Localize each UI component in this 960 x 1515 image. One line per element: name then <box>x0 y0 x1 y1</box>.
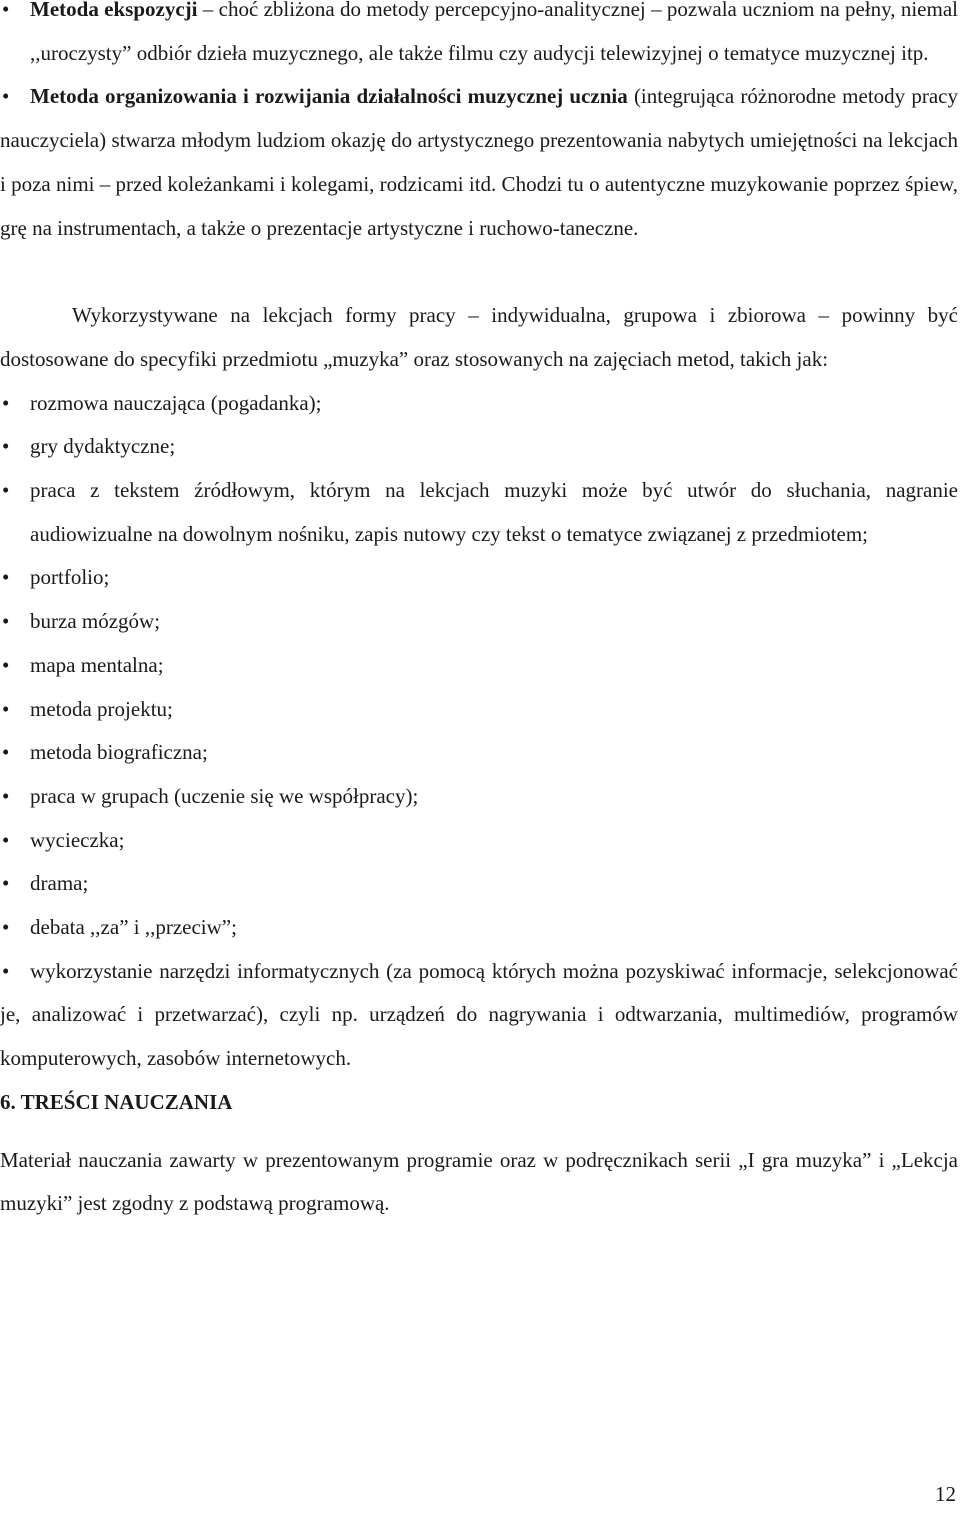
list-item <box>0 556 958 600</box>
term-metoda-ekspozycji: Metoda ekspozycji <box>30 0 198 21</box>
page-number: 12 <box>935 1482 956 1506</box>
text-metoda-organizowania: (integrująca różnorodne metody pracy nauczyciela) stwarza młodym ludziom okazję do artystycznego prezentowania nabytych umiejętności na lekcjach i poza nimi – przed koleżankami i kolegami, rodzicami itd. Chodzi tu o autentyczne muzykowanie poprzez śpiew, grę na instrumentach, a także o prezentacje artystyczne i ruchowo-taneczne. <box>0 84 958 240</box>
list-item <box>0 600 958 644</box>
list-item <box>0 731 958 775</box>
bullet-glyph: • <box>2 652 10 677</box>
list-item-text: burza mózgów; <box>30 609 161 634</box>
list-item <box>0 644 958 688</box>
list-item-text: debata ,,za” i ,,przeciw”; <box>30 915 237 940</box>
list-item-text: gry dydaktyczne; <box>30 434 176 459</box>
bullet-metoda-ekspozycji <box>0 0 958 75</box>
bullet-glyph: • <box>2 783 10 808</box>
text-metoda-ekspozycji: – choć zbliżona do metody percepcyjno-analitycznej – pozwala uczniom na pełny, niemal ,,uroczysty” odbiór dzieła muzycznego, ale także filmu czy audycji telewizyjnej o tematyce muzycznej itp. <box>30 0 958 65</box>
list-item <box>0 906 958 950</box>
bullet-glyph: • <box>2 696 10 721</box>
list-item <box>0 819 958 863</box>
paragraph-formy-pracy: Wykorzystywane na lekcjach formy pracy – indywidualna, grupowa i zbiorowa – powinny być dostosowane do specyfiki przedmiotu „muzyka” oraz stosowanych na zajęciach metod, takich jak: <box>0 303 958 371</box>
bullet-glyph: • <box>2 740 10 765</box>
section-heading: 6. TREŚCI NAUCZANIA <box>0 1089 233 1114</box>
term-metoda-organizowania: Metoda organizowania i rozwijania działalności muzycznej ucznia <box>30 84 628 109</box>
bullet-glyph: • <box>2 915 10 940</box>
bullet-glyph: • <box>2 84 10 109</box>
bullet-glyph: • <box>2 958 10 983</box>
list-item-text: metoda projektu; <box>30 696 173 721</box>
bullet-glyph: • <box>2 827 10 852</box>
list-item <box>0 950 958 1081</box>
list-item-text: praca w grupach (uczenie się we współpracy); <box>30 783 419 808</box>
bullet-glyph: • <box>2 0 10 21</box>
list-item <box>0 425 958 469</box>
list-item <box>0 469 958 556</box>
bullet-glyph: • <box>2 390 10 415</box>
bullet-glyph: • <box>2 434 10 459</box>
list-item-text: mapa mentalna; <box>30 652 164 677</box>
bullet-glyph: • <box>2 565 10 590</box>
bullet-glyph: • <box>2 478 10 503</box>
section-paragraph: Materiał nauczania zawarty w prezentowanym programie oraz w podręcznikach serii „I gra muzyka” i „Lekcja muzyki” jest zgodny z podstawą programową. <box>0 1147 958 1216</box>
list-item-text: metoda biograficzna; <box>30 740 208 765</box>
list-item-text: wykorzystanie narzędzi informatycznych (za pomocą których można pozyskiwać informacje, selekcjonować je, analizować i przetwarzać), czyli np. urządzeń do nagrywania i odtwarzania, multimediów, programów komputerowych, zasobów internetowych. <box>0 958 958 1071</box>
list-item <box>0 382 958 426</box>
list-item-text: drama; <box>30 871 89 896</box>
methods-list <box>0 382 958 1081</box>
list-item <box>0 775 958 819</box>
list-item <box>0 688 958 732</box>
list-item-text: rozmowa nauczająca (pogadanka); <box>30 390 322 415</box>
list-item-text: portfolio; <box>30 565 110 590</box>
bullet-metoda-organizowania <box>0 75 958 250</box>
bullet-glyph: • <box>2 871 10 896</box>
list-item-text: praca z tekstem źródłowym, którym na lekcjach muzyki może być utwór do słuchania, nagranie audiowizualne na dowolnym nośniku, zapis nutowy czy tekst o tematyce związanej z przedmiotem; <box>30 478 958 546</box>
bullet-glyph: • <box>2 609 10 634</box>
list-item <box>0 862 958 906</box>
list-item-text: wycieczka; <box>30 827 125 852</box>
